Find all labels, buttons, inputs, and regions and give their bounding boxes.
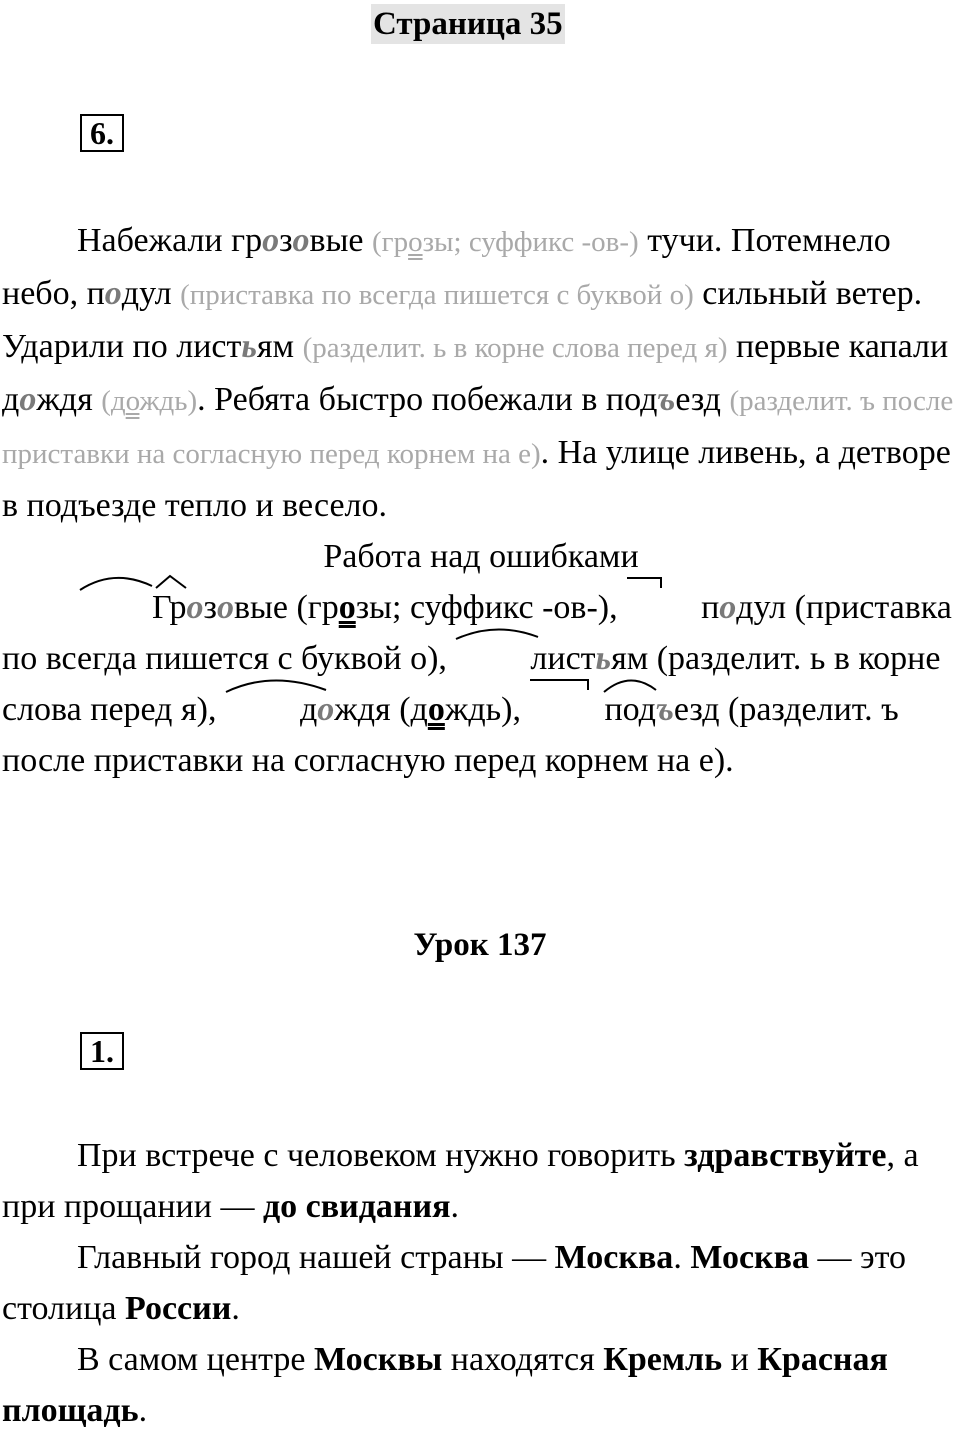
text-run: сильный ветер. Ударили по лист — [2, 275, 923, 365]
task6-text — [2, 215, 960, 786]
root-arc-mark — [222, 676, 332, 696]
lesson-title: Урок 137 — [413, 927, 547, 963]
task6-paragraph — [2, 215, 960, 531]
hint-text: о — [408, 226, 423, 258]
text-run: дул — [121, 275, 181, 312]
highlighted-letter: о — [292, 222, 310, 259]
task1-text — [2, 1130, 960, 1436]
hint-text: зы; суффикс -ов-) — [422, 226, 639, 258]
errors-heading: Работа над ошибками — [323, 538, 639, 575]
word-podul: подул — [626, 582, 786, 633]
text-run: з — [279, 222, 293, 259]
text-run: ждя — [36, 381, 102, 418]
text-run: . На улице ливень, а детворе в подъезде тепло и весело. — [2, 434, 951, 524]
prefix-root-mark — [526, 676, 666, 696]
highlighted-letter: о — [19, 381, 37, 418]
task1-paragraph-2: Главный город нашей страны — Москва. Москва — это столица России. — [2, 1239, 907, 1327]
text-run: вые — [309, 222, 373, 259]
text-run: тучи. Потемнело небо, п — [2, 222, 891, 312]
highlighted-letter: о — [262, 222, 280, 259]
word-grozovye: Грозовые — [77, 582, 288, 633]
task-number-1: 1. — [80, 1032, 124, 1070]
text-run: ям — [256, 328, 303, 365]
text-run: Набежали гр — [77, 222, 263, 259]
word-dozhdya: дождя — [225, 684, 391, 735]
hint-text: о — [125, 385, 140, 417]
text-run: первые капали д — [2, 328, 949, 418]
root-arc-mark — [74, 574, 199, 594]
page-title: Страница 35 — [373, 6, 563, 42]
word-podezd: подъезд — [529, 684, 719, 735]
task1-paragraph-1: При встрече с человеком нужно говорить здравствуйте, а при прощании — до свидания. — [2, 1137, 919, 1225]
highlighted-letter: ь — [241, 328, 257, 365]
text-run: езд — [675, 381, 730, 418]
highlighted-letter: о — [104, 275, 122, 312]
task1-paragraph-3: В самом центре Москвы находятся Кремль и Красная площадь. — [2, 1341, 888, 1429]
hint-text: (разделит. ъ после приставки на согласную перед корнем на е) — [2, 385, 954, 470]
root-arc-mark — [452, 625, 542, 645]
prefix-mark — [623, 574, 663, 594]
hint-text: ждь) — [139, 385, 198, 417]
hint-text: (д — [101, 385, 126, 417]
task-number-6: 6. — [80, 114, 124, 152]
hint-text: (приставка по всегда пишется с буквой о) — [180, 279, 694, 311]
word-listyam: листьям — [455, 633, 648, 684]
text-run: . Ребята быстро побежали в под — [197, 381, 658, 418]
highlighted-letter: ъ — [657, 381, 676, 418]
hint-text: (разделит. ь в корне слова перед я) — [302, 332, 728, 364]
errors-paragraph: Грозовые (грозы; суффикс -ов-), подул (приставка по всегда пишется с буквой о), листьям (разделит. ь в корне слова перед я), дождя (дождь), подъезд (разделит. ъ после приставки на согласную перед корнем на е). — [2, 582, 960, 786]
hint-text: (гр — [372, 226, 409, 258]
